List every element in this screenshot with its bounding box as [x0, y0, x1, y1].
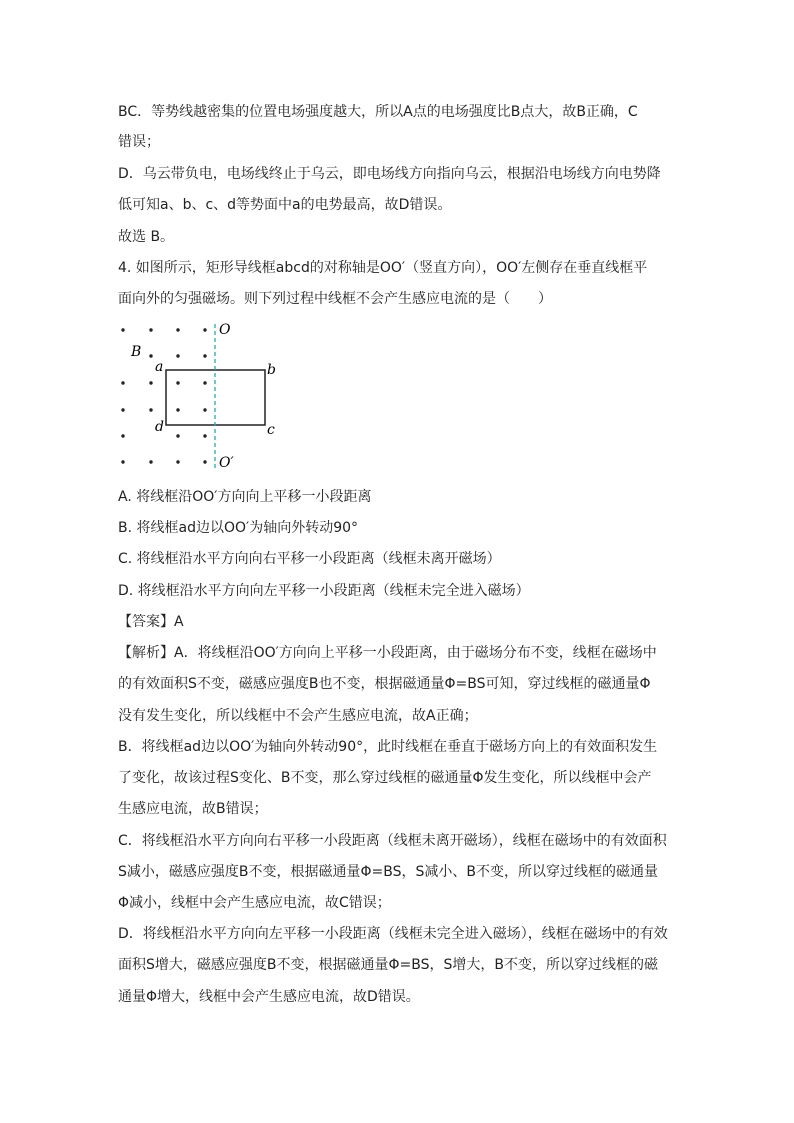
magnetic-field-figure — [112, 318, 292, 473]
paragraph-3: D．乌云带负电，电场线终止于乌云，即电场线方向指向乌云，根据沿电场线方向电势降 — [118, 166, 661, 182]
option-C: C. 将线框沿水平方向向右平移一小段距离（线框未离开磁场） — [118, 551, 501, 567]
analysis-line-4: B．将线框ad边以OO′为轴向外转动90°，此时线框在垂直于磁场方向上的有效面积发生 — [118, 739, 658, 755]
analysis-line-6: 生感应电流，故B错误； — [118, 801, 268, 817]
question-stem-line-2: 面向外的匀强磁场。则下列过程中线框不会产生感应电流的是（ ） — [118, 291, 552, 307]
analysis-line-3: 没有发生变化，所以线框中不会产生感应电流，故A正确； — [118, 708, 478, 724]
analysis-line-9: Φ减小，线框中会产生感应电流，故C错误； — [118, 895, 391, 911]
paragraph-1: BC．等势线越密集的位置电场强度越大，所以A点的电场强度比B点大，故B正确，C — [118, 104, 638, 120]
paragraph-5: 故选 B。 — [118, 229, 175, 245]
option-D: D. 将线框沿水平方向向左平移一小段距离（线框未完全进入磁场） — [118, 583, 530, 599]
option-A: A. 将线框沿OO′方向向上平移一小段距离 — [118, 489, 372, 505]
label-O-prime: O′ — [219, 455, 234, 471]
label-d: d — [155, 419, 164, 435]
analysis-line-1: 【解析】A．将线框沿OO′方向向上平移一小段距离，由于磁场分布不变，线框在磁场中 — [118, 645, 657, 661]
analysis-line-11: 面积S增大，磁感应强度B不变，根据磁通量Φ=BS，S增大，B不变，所以穿过线框的磁 — [118, 957, 658, 973]
paragraph-2: 错误； — [118, 134, 160, 150]
label-a: a — [155, 359, 164, 375]
question-stem-line-1: 4. 如图所示，矩形导线框abcd的对称轴是OO′（竖直方向），OO′左侧存在垂直线框平 — [118, 260, 648, 276]
label-c: c — [267, 422, 275, 438]
label-O: O — [219, 322, 231, 338]
analysis-line-8: S减小，磁感应强度B不变，根据磁通量Φ=BS，S减小、B不变，所以穿过线框的磁通量 — [118, 864, 658, 880]
analysis-line-10: D．将线框沿水平方向向左平移一小段距离（线框未完全进入磁场），线框在磁场中的有效 — [118, 926, 668, 942]
analysis-line-2: 的有效面积S不变，磁感应强度B也不变，根据磁通量Φ=BS可知，穿过线框的磁通量Φ — [118, 676, 651, 692]
label-B: B — [131, 344, 142, 360]
paragraph-4: 低可知a、b、c、d等势面中a的电势最高，故D错误。 — [118, 197, 452, 213]
label-b: b — [267, 362, 276, 378]
answer: 【答案】A — [118, 614, 184, 630]
analysis-line-12: 通量Φ增大，线框中会产生感应电流，故D错误。 — [118, 989, 420, 1005]
analysis-line-7: C．将线框沿水平方向向右平移一小段距离（线框未离开磁场），线框在磁场中的有效面积 — [118, 833, 667, 849]
analysis-line-5: 了变化，故该过程S变化、B不变，那么穿过线框的磁通量Φ发生变化，所以线框中会产 — [118, 770, 652, 786]
option-B: B. 将线框ad边以OO′为轴向外转动90° — [118, 520, 359, 536]
